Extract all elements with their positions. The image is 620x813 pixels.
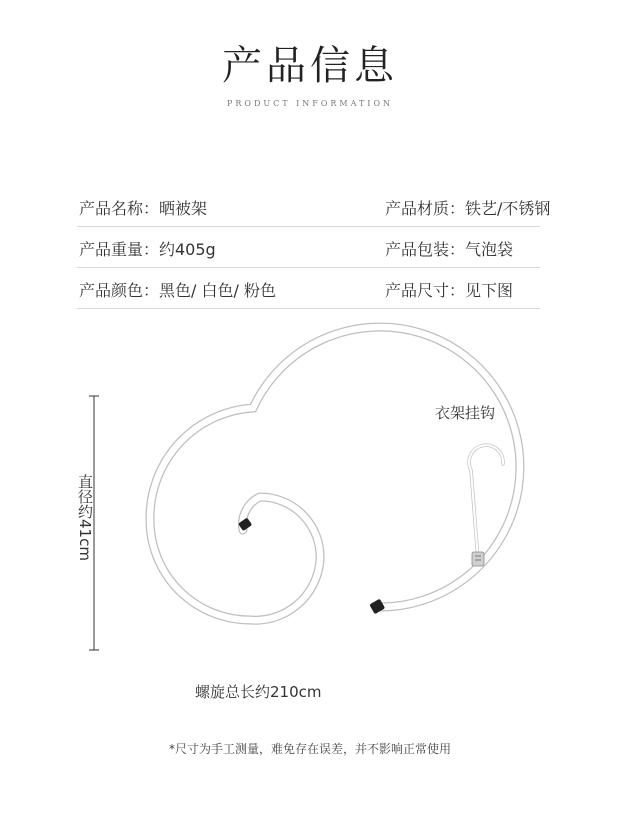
spec-size: 产品尺寸：见下图 (385, 281, 514, 300)
page-subtitle: PRODUCT INFORMATION (227, 99, 393, 108)
spec-packaging: 产品包装：气泡袋 (385, 240, 514, 259)
spec-weight: 产品重量：约405g (79, 240, 216, 259)
spec-color: 产品颜色：黑色/ 白色/ 粉色 (79, 281, 276, 300)
diameter-label: 直径约41cm (76, 474, 94, 561)
spec-name: 产品名称：晒被架 (79, 199, 208, 218)
hook-label: 衣架挂钩 (435, 404, 496, 422)
spec-material: 产品材质：铁艺/不锈钢 (385, 199, 551, 218)
page-title: 产品信息 (222, 43, 398, 89)
spiral-length-label: 螺旋总长约210cm (195, 683, 322, 701)
spiral-rack-image (150, 327, 520, 620)
measurement-footnote: *尺寸为手工测量，难免存在误差，并不影响正常使用 (168, 742, 451, 756)
